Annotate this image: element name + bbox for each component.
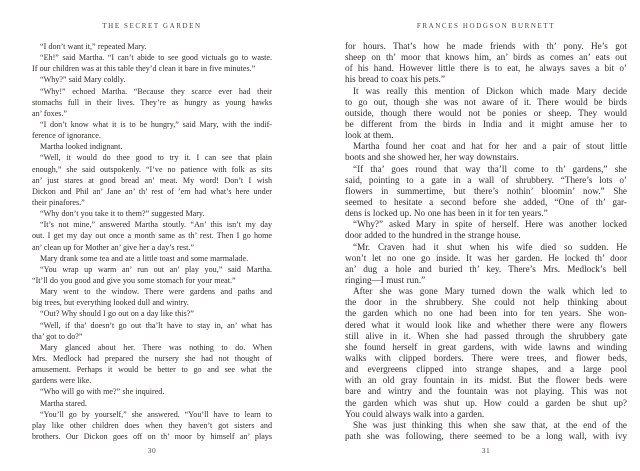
text-line: for hours. That’s how he made friends with th’ pony. He’s got xyxy=(345,41,627,51)
text-line: an’ foxes.” xyxy=(32,108,68,118)
text-line: enough,” she said outspokenly. “I’ve no patience with folk as sits xyxy=(32,164,272,174)
text-line: sheep on th’ moor that knows him, an’ birds as comes an’ eats out xyxy=(345,52,627,63)
text-line: “Who will go with me?” she inquired. xyxy=(40,387,165,397)
text-line: still alive in it. When she had passed through the shrubbery gate xyxy=(345,330,627,341)
text-line: Mary drank some tea and ate a little toast and some marmalade. xyxy=(40,253,249,263)
text-line: the door in the shrubbery. She could not help thinking about xyxy=(345,297,627,308)
text-line: “You wrap up warm an’ run out an’ play you,” said Martha. xyxy=(40,264,272,274)
text-line: of his hand. However little there is to eat, he always saves a bit o’ xyxy=(345,63,627,74)
text-line: “It’ll do you good and give you some stomach for your meat.” xyxy=(32,275,236,285)
text-line: big trees, but everything looked dull and wintry. xyxy=(32,298,189,308)
text-line: “Eh!” said Martha. “I can’t abide to see good victuals go to waste. xyxy=(40,53,272,63)
page-body-right xyxy=(345,41,627,442)
text-line: path she was following, there seemed to be a long wall, with ivy xyxy=(345,430,627,441)
text-line: Mrs. Medlock had prepared the nursery she had not thought of xyxy=(32,353,272,363)
text-line: It was really this mention of Dickon which made Mary decide xyxy=(353,85,627,96)
text-line: won’t let no one go inside. It was her garden. He locked th’ door xyxy=(345,252,627,263)
text-line: walks with clipped borders. There were trees, and flower beds, xyxy=(345,352,627,363)
text-line: Martha looked indignant. xyxy=(40,142,123,152)
text-line: his bread to coax his pets.” xyxy=(345,74,445,85)
text-line: “Why don’t you take it to them?” suggested Mary. xyxy=(40,209,205,219)
text-line: dered what it would look like and whether there were any flowers xyxy=(345,319,627,330)
text-line: door added to the hundred in the strange house. xyxy=(345,230,521,241)
text-line: tha’ got to do?” xyxy=(32,331,83,341)
text-line: Dickon and Phil an’ Jane an’ th’ rest of ’em had what’s here under xyxy=(32,186,272,196)
text-line: outside, though there would not be ponies or sheep. They would xyxy=(345,107,627,118)
text-line: Martha stared. xyxy=(40,398,87,408)
text-line: ringing—I must run.” xyxy=(345,274,426,285)
text-line: look at them. xyxy=(345,130,394,141)
running-header-book-title: THE SECRET GARDEN xyxy=(102,22,202,30)
text-line: the garden which no one had been into for ten years. She won- xyxy=(345,308,627,319)
text-line: and evergreens clipped into strange shapes, and a large pool xyxy=(345,364,627,375)
text-line: out. I get my day out once a month same as th’ rest. Then I go home xyxy=(32,231,272,241)
page-number-left: 30 xyxy=(147,446,157,455)
text-line: “Why?” said Mary coldly. xyxy=(40,75,126,85)
text-line: Mary went to the window. There were gardens and paths and xyxy=(40,287,272,297)
page-body-left xyxy=(32,41,272,442)
text-line: “You’ll go by yourself,” she answered. “You’ll have to learn to xyxy=(40,409,272,419)
text-line: She was just thinking this when she saw that, at the end of the xyxy=(353,419,627,430)
page-number-right: 31 xyxy=(481,446,491,455)
text-line: “If tha’ goes round that way tha’ll come to th’ gardens,” she xyxy=(353,163,627,174)
text-line: brothers. Our Dickon goes off on th’ moor by himself an’ plays xyxy=(32,431,272,441)
text-line: “Out? Why should I go out on a day like this?” xyxy=(40,309,194,319)
text-line: “I don’t know what it is to be hungry,” said Mary, with the indif- xyxy=(40,119,272,129)
text-line: “Well, it would do thee good to try it. I can see that plain xyxy=(40,153,272,163)
text-line: bare and wintry and the fountain was not playing. This was not xyxy=(345,386,627,397)
text-line: If our children was at this table they’d clean it bare in five minutes.” xyxy=(32,64,256,74)
text-line: their pinafores.” xyxy=(32,197,85,207)
text-line: flowers in summertime, but there’s nothin’ bloomin’ now.” She xyxy=(345,185,627,196)
text-line: You could always walk into a garden. xyxy=(345,408,485,419)
text-line: the garden which was shut up. How could a garden be shut up? xyxy=(345,397,627,408)
text-line: After she was gone Mary turned down the walk which led to xyxy=(353,286,627,297)
text-line: with an old gray fountain in its midst. But the flower beds were xyxy=(345,375,627,386)
text-line: an’ clean up for Mother an’ give her a day’s rest.” xyxy=(32,242,194,252)
text-line: an’ dug a hole and buried th’ key. There’s Mrs. Medlock’s bell xyxy=(345,263,627,274)
text-line: Martha found her coat and hat for her and a pair of stout little xyxy=(353,141,627,152)
text-line: amusement. Perhaps it would be better to go and see what the xyxy=(32,365,272,375)
text-line: to go out, though she was not aware of it. There would be birds xyxy=(345,96,627,107)
text-line: she found herself in great gardens, with wide lawns and winding xyxy=(345,341,627,352)
text-line: said, pointing to a gate in a wall of shrubbery. “There’s lots o’ xyxy=(345,174,627,185)
text-line: seemed to hesitate a second before she added, “One of th’ gar- xyxy=(345,196,627,207)
text-line: boots and she showed her, her way downstairs. xyxy=(345,152,519,163)
text-line: Mary glanced about her. There was nothing to do. When xyxy=(40,342,272,352)
text-line: be different from the birds in India and it might amuse her to xyxy=(345,118,627,129)
text-line: “I don’t want it,” repeated Mary. xyxy=(40,42,147,51)
text-line: “Why?” asked Mary in spite of herself. Here was another locked xyxy=(353,219,627,230)
text-line: an’ just stares at good bread an’ meat. My word! Don’t I wish xyxy=(32,175,272,185)
running-header-author-name: FRANCES HODGSON BURNETT xyxy=(416,22,556,30)
page-right xyxy=(345,0,627,471)
text-line: “Well, if tha’ doesn’t go out tha’lt have to stay in, an’ what has xyxy=(40,320,272,330)
text-line: dens is locked up. No one has been in it for ten years.” xyxy=(345,208,548,219)
text-line: “It’s not mine,” answered Martha stoutly. “An’ this isn’t my day xyxy=(40,220,272,230)
text-line: “Mr. Craven had it shut when his wife died so sudden. He xyxy=(353,241,627,252)
text-line: play like other children does when they haven’t got sisters and xyxy=(32,420,272,430)
text-line: gardens were like. xyxy=(32,376,92,386)
text-line: ference of ignorance. xyxy=(32,131,101,141)
page-left xyxy=(32,0,272,471)
text-line: stomachs full in their lives. They’re as hungry as young hawks xyxy=(32,97,272,107)
text-line: “Why!” echoed Martha. “Because they scarce ever had their xyxy=(40,86,272,96)
